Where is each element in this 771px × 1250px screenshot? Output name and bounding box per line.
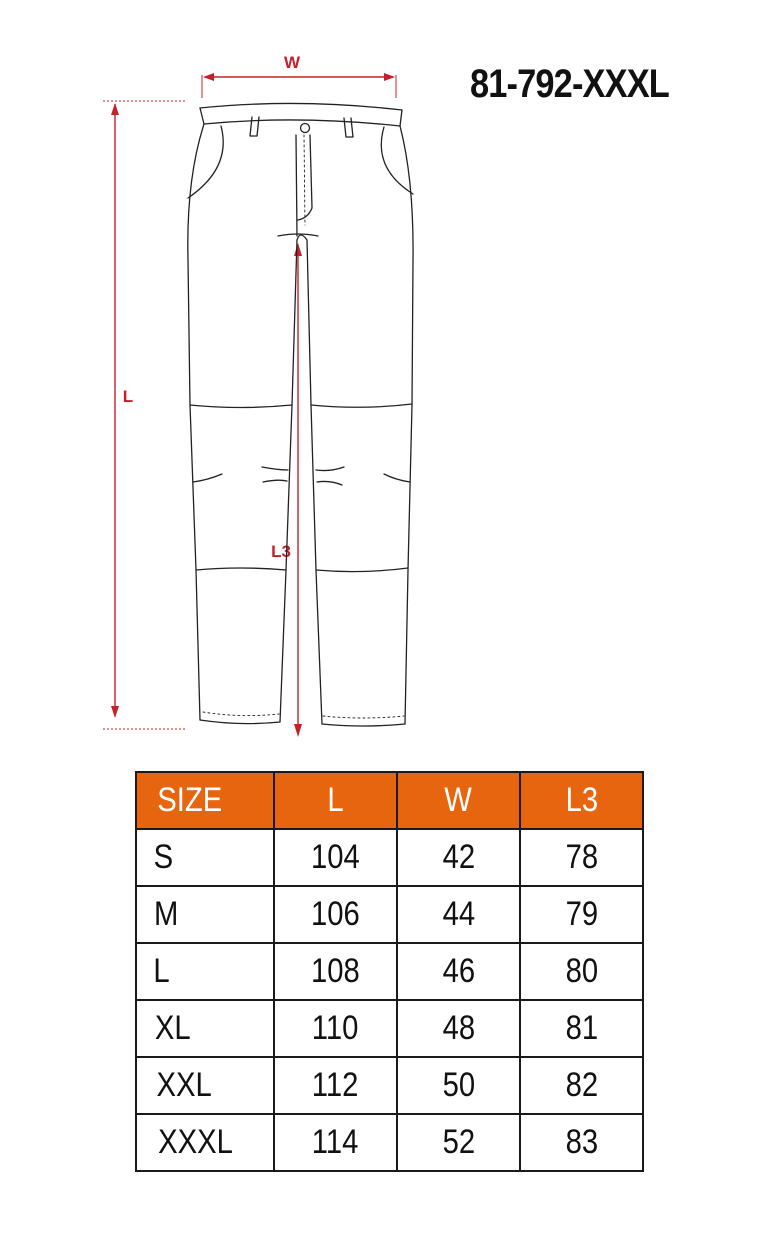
- width-cell: 52: [397, 1114, 520, 1171]
- table-row: [136, 1057, 643, 1114]
- size-cell: M: [136, 886, 274, 943]
- width-cell: 50: [397, 1057, 520, 1114]
- inseam-cell: 82: [520, 1057, 643, 1114]
- table-row: [136, 886, 643, 943]
- length-cell: 114: [274, 1114, 397, 1171]
- size-cell: L: [136, 943, 274, 1000]
- header-width: W: [397, 772, 520, 829]
- size-cell: S: [136, 829, 274, 886]
- inseam-cell: 80: [520, 943, 643, 1000]
- header-inseam: L3: [520, 772, 643, 829]
- size-chart-table: [135, 771, 644, 1172]
- table-row: [136, 829, 643, 886]
- size-cell: XL: [136, 1000, 274, 1057]
- header-length: L: [274, 772, 397, 829]
- header-size: SIZE: [136, 772, 274, 829]
- width-label: W: [283, 53, 301, 72]
- table-row: [136, 1114, 643, 1171]
- product-code: 81-792-XXXL: [470, 62, 669, 106]
- size-cell: XXL: [136, 1057, 274, 1114]
- length-cell: 112: [274, 1057, 397, 1114]
- size-cell: XXXL: [136, 1114, 274, 1171]
- inseam-cell: 78: [520, 829, 643, 886]
- width-cell: 44: [397, 886, 520, 943]
- inseam-cell: 79: [520, 886, 643, 943]
- inseam-cell: 83: [520, 1114, 643, 1171]
- length-cell: 108: [274, 943, 397, 1000]
- table-row: [136, 1000, 643, 1057]
- length-label: L: [122, 387, 134, 406]
- inseam-cell: 81: [520, 1000, 643, 1057]
- width-cell: 46: [397, 943, 520, 1000]
- table-header-row: [136, 772, 643, 829]
- length-cell: 106: [274, 886, 397, 943]
- length-cell: 104: [274, 829, 397, 886]
- length-dimension: [103, 101, 185, 729]
- trousers-outline: [188, 103, 413, 726]
- table-row: [136, 943, 643, 1000]
- width-cell: 42: [397, 829, 520, 886]
- inseam-label: L3: [271, 542, 291, 561]
- width-dimension: [202, 73, 396, 98]
- width-cell: 48: [397, 1000, 520, 1057]
- length-cell: 110: [274, 1000, 397, 1057]
